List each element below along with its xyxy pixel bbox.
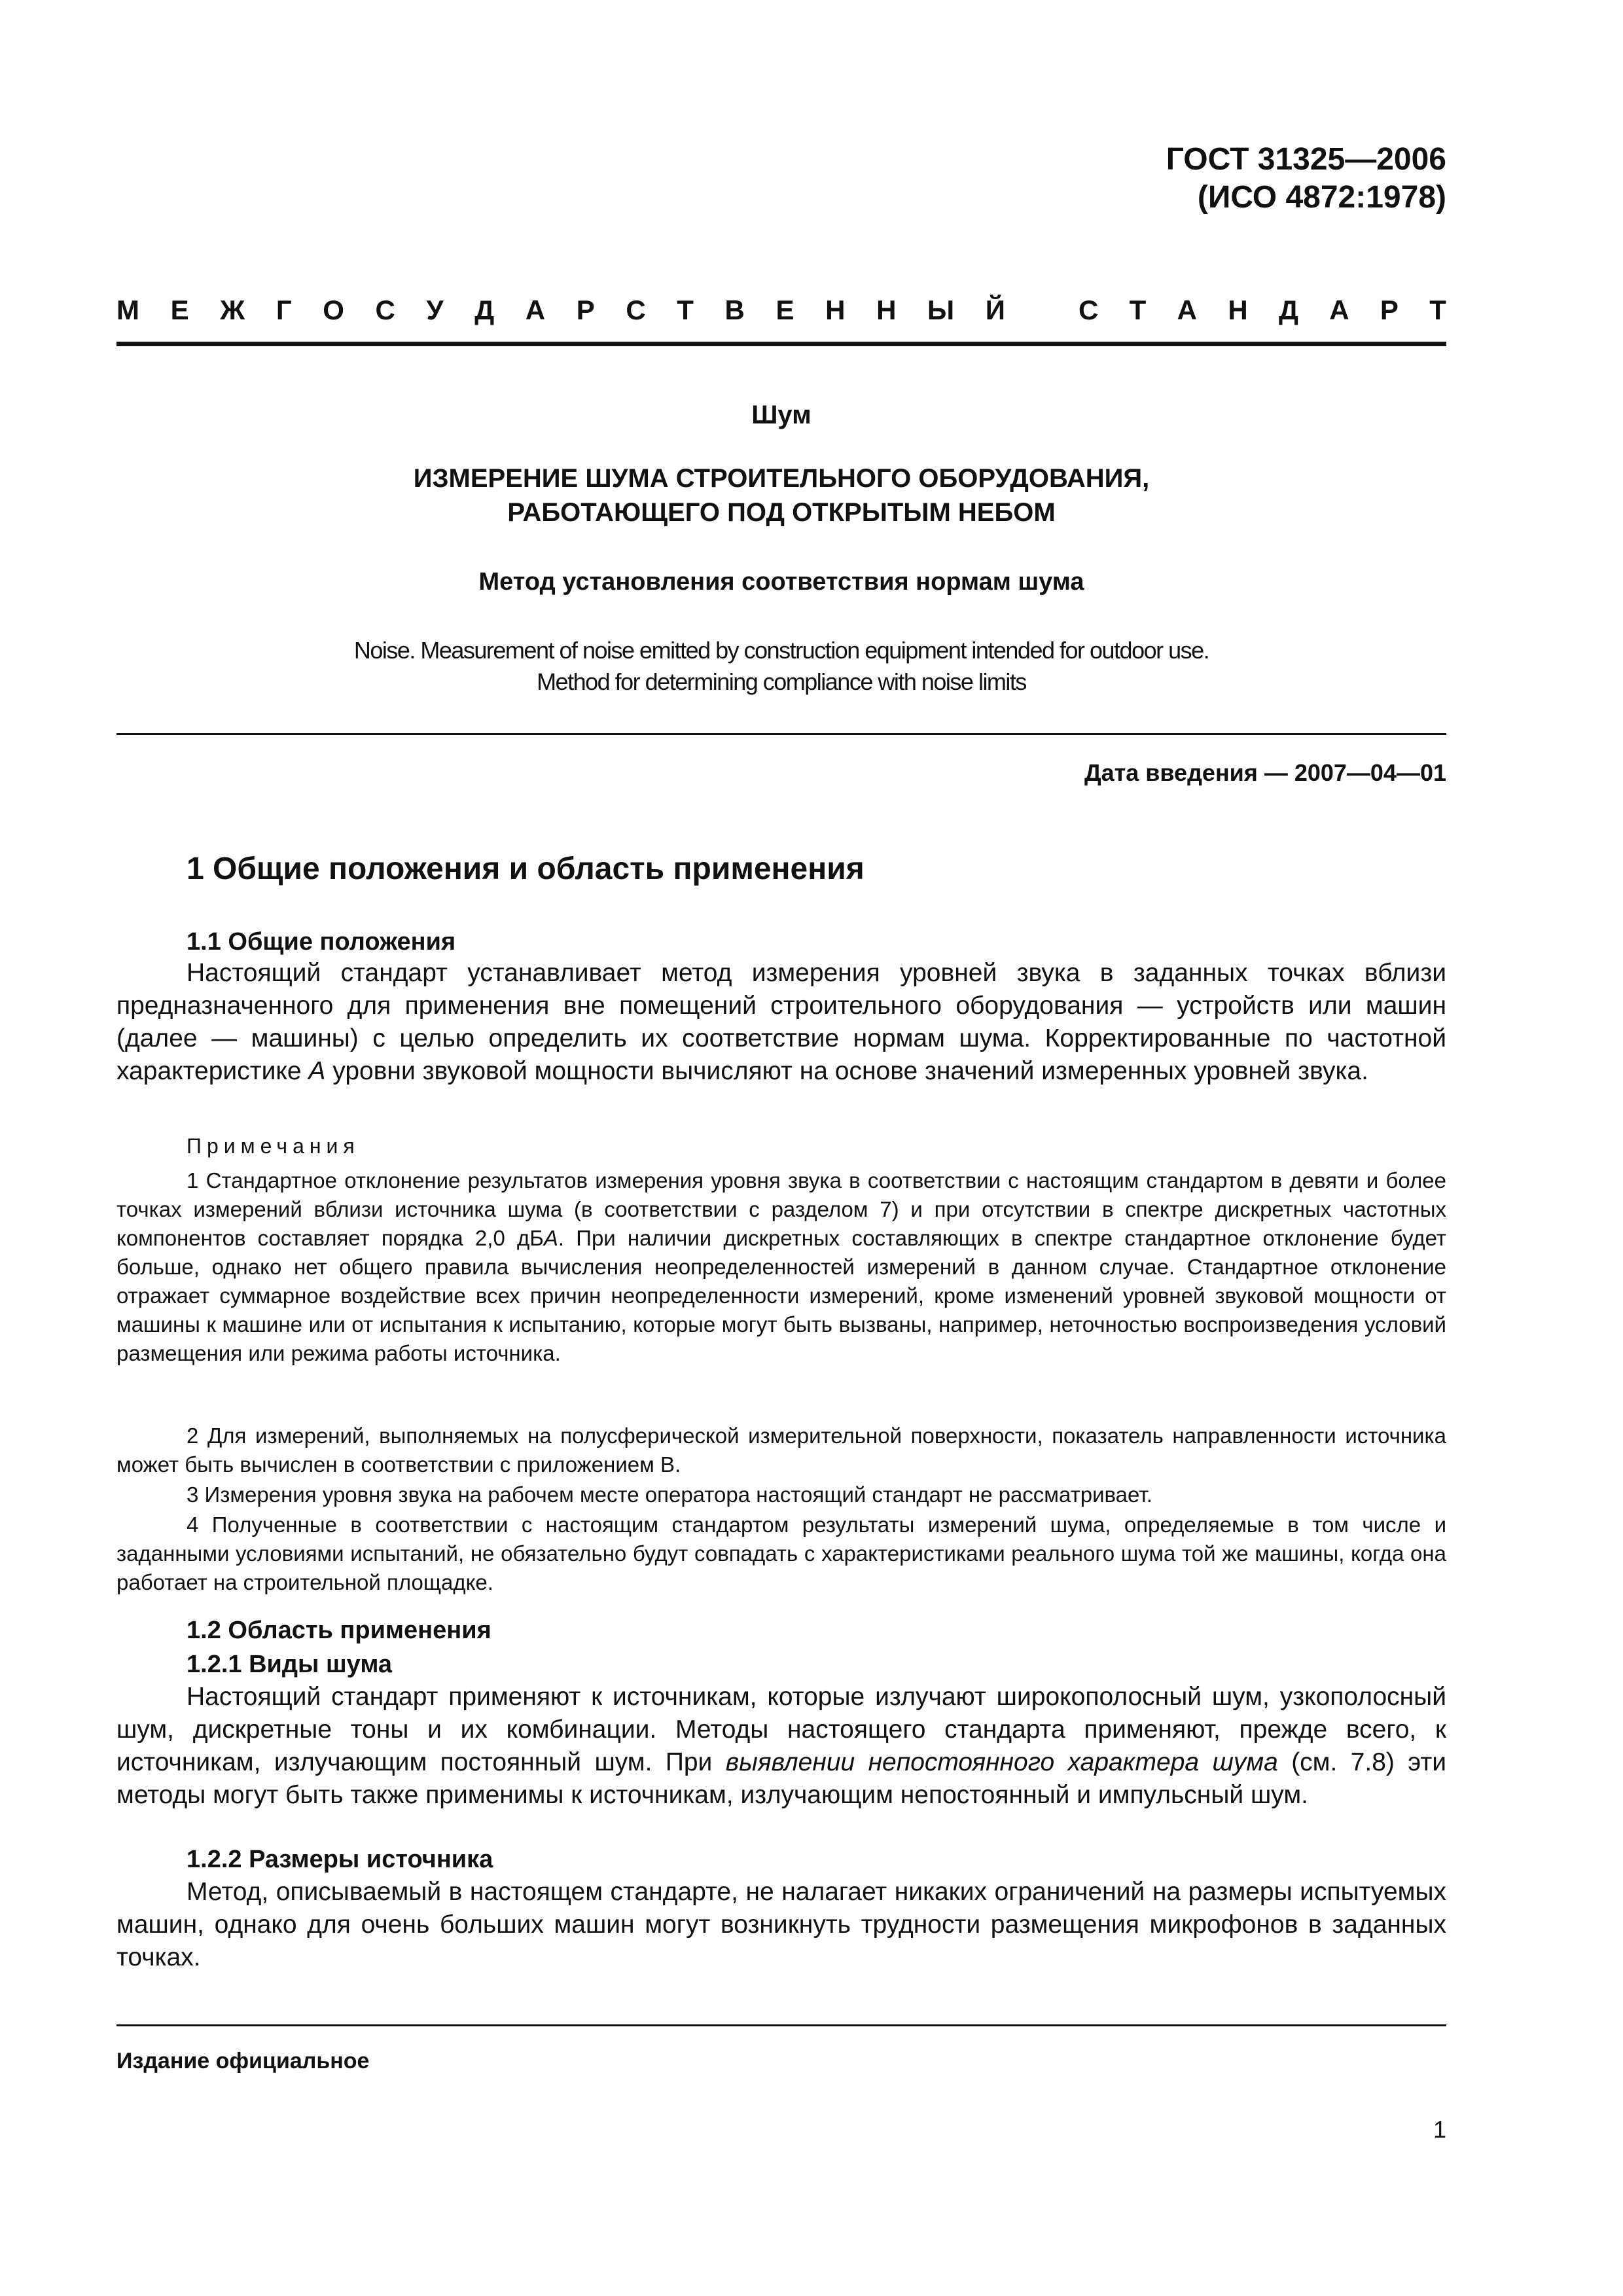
section-1-2-heading: 1.2 Область применения: [187, 1617, 491, 1644]
interstate-word: М Е Ж Г О С У Д А Р С Т В Е Н Н Ы Й: [116, 295, 1005, 325]
section-1-2-2-heading: 1.2.2 Размеры источника: [187, 1846, 493, 1873]
section-1-2-2-paragraph: Метод, описываемый в настоящем стандарте, не налагает никаких ограничений на размеры испытуемых машин, однако для очень больших машин могут возникнуть трудности размещения микрофонов в заданных точках.: [116, 1878, 1446, 1971]
section-1-2-1-heading: 1.2.1 Виды шума: [187, 1651, 393, 1678]
method-subtitle: Метод установления соответствия нормам шума: [478, 568, 1084, 596]
note-2: 2 Для измерений, выполняемых на полусферической измерительной поверхности, показатель направленности источника может быть вычислен в соответствии с приложением В.: [116, 1424, 1446, 1477]
main-title: ИЗМЕРЕНИЕ ШУМА СТРОИТЕЛЬНОГО ОБОРУДОВАНИЯ, РАБОТАЮЩЕГО ПОД ОТКРЫТЫМ НЕБОМ: [413, 464, 1150, 527]
subject-title: Шум: [751, 401, 812, 429]
note-1: 1 Стандартное отклонение результатов измерения уровня звука в соответствии с настоящим стандартом в девяти и более точках измерений вблизи источника шума (в соответствии с разделом 7) и при отсутствии в спектре дискретных частотных компонентов составляет порядка 2,0 дБА. При наличии дискретных составляющих в спектре стандартное отклонение будет больше, однако нет общего правила вычисления неопределенностей измерений в данном случае. Стандартное отклонение отражает суммарное воздействие всех причин неопределенности измерений, кроме изменений уровней звуковой мощности от машины к машине или от испытания к испытанию, которые могут быть вызваны, например, неточностью воспроизведения условий размещения или режима работы источника.: [116, 1168, 1446, 1365]
section-1-1-paragraph: Настоящий стандарт устанавливает метод измерения уровней звука в заданных точках вблизи предназначенного для применения вне помещений строительного оборудования — устройств или машин (далее — машины) с целью определить их соответствие нормам шума. Корректированные по частотной характеристике А уровни звуковой мощности вычисляют на основе значений измеренных уровней звука.: [116, 959, 1446, 1085]
footer-rule: [116, 2024, 1446, 2026]
notes-heading: Примечания: [187, 1134, 360, 1158]
official-edition-label: Издание официальное: [116, 2049, 370, 2073]
standard-number: ГОСТ 31325—2006: [1166, 142, 1446, 177]
note-4: 4 Полученные в соответствии с настоящим стандартом результаты измерений шума, определяемые в том числе и заданными условиями испытаний, не обязательно будут совпадать с характеристиками реального шума той же машины, когда она работает на строительной площадке.: [116, 1513, 1446, 1594]
section-1-2-1-paragraph: Настоящий стандарт применяют к источникам, которые излучают широкополосный шум, узкополосный шум, дискретные тоны и их комбинации. Методы настоящего стандарта применяют, прежде всего, к источникам, излучающим постоянный шум. При выявлении непостоянного характера шума (см. 7.8) эти методы могут быть также применимы к источникам, излучающим непостоянный и импульсный шум.: [116, 1683, 1446, 1809]
iso-reference: (ИСО 4872:1978): [1197, 180, 1446, 215]
english-title: Noise. Measurement of noise emitted by construction equipment intended for outdoor use. Method for determining compliance with noise limits: [353, 637, 1209, 695]
section-1-1-heading: 1.1 Общие положения: [187, 928, 456, 956]
note-3: 3 Измерения уровня звука на рабочем месте оператора настоящий стандарт не рассматривает.: [187, 1482, 1152, 1507]
standard-code: [1166, 141, 1446, 217]
page-number: 1: [1433, 2116, 1446, 2143]
header-rule: [116, 342, 1446, 346]
section-1-heading: 1 Общие положения и область применения: [187, 852, 865, 886]
interstate-standard-banner: [116, 295, 1446, 326]
standard-word: С Т А Н Д А Р Т: [1079, 295, 1446, 325]
introduction-date: Дата введения — 2007—04—01: [1084, 759, 1446, 786]
title-rule: [116, 733, 1446, 735]
